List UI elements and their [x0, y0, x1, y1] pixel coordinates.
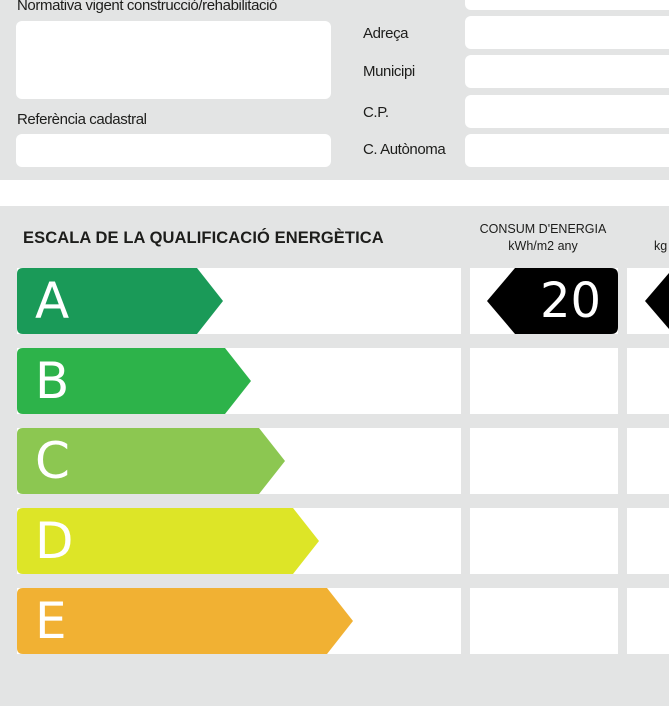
normativa-label: Normativa vigent construcció/rehabilitació	[17, 0, 277, 14]
class-b-letter: B	[35, 352, 70, 410]
consum-indicator	[487, 268, 618, 334]
consum-energia-header-line1: CONSUM D'ENERGIA	[479, 222, 607, 236]
emissions-cell-e	[627, 588, 669, 654]
referencia-cadastral-field[interactable]	[16, 134, 331, 167]
class-a-letter: A	[35, 272, 70, 330]
class-a-arrow	[17, 268, 223, 334]
comunitat-autonoma-field[interactable]	[465, 134, 669, 167]
emissions-cell-d	[627, 508, 669, 574]
comunitat-autonoma-label: C. Autònoma	[363, 141, 446, 158]
municipi-label: Municipi	[363, 63, 415, 80]
codi-postal-field[interactable]	[465, 95, 669, 128]
emissions-cell-b	[627, 348, 669, 414]
emissions-indicator	[645, 268, 669, 334]
adreca-field[interactable]	[465, 16, 669, 49]
normativa-field[interactable]	[16, 21, 331, 99]
class-e-arrow	[17, 588, 353, 654]
emissions-indicator-shape	[645, 268, 669, 334]
class-b-arrow	[17, 348, 251, 414]
consum-energia-header	[470, 221, 616, 255]
class-e-arrow-shape	[17, 588, 353, 654]
referencia-cadastral-label: Referència cadastral	[17, 111, 147, 128]
consum-cell-b	[470, 348, 618, 414]
emissions-cell-c	[627, 428, 669, 494]
adreca-label: Adreça	[363, 25, 409, 42]
consum-cell-e	[470, 588, 618, 654]
class-d-letter: D	[35, 512, 74, 570]
class-e-letter: E	[35, 592, 67, 650]
consum-energia-header-line2: kWh/m2 any	[508, 239, 578, 253]
consum-value: 20	[539, 273, 602, 329]
class-c-arrow	[17, 428, 285, 494]
energy-scale-title: ESCALA DE LA QUALIFICACIÓ ENERGÈTICA	[23, 229, 384, 247]
consum-cell-d	[470, 508, 618, 574]
consum-cell-c	[470, 428, 618, 494]
codi-postal-label: C.P.	[363, 104, 389, 121]
top-right-field[interactable]	[465, 0, 669, 10]
class-c-letter: C	[35, 432, 70, 490]
municipi-field[interactable]	[465, 55, 669, 88]
emissions-header-fragment: kg	[654, 239, 668, 253]
class-d-arrow	[17, 508, 319, 574]
